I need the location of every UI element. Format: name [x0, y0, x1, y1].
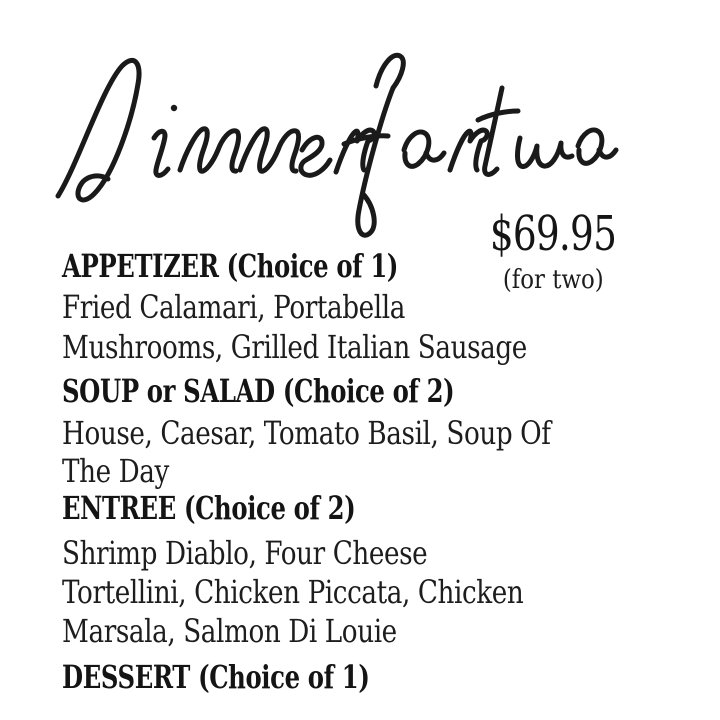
menu-items-line: Tortellini, Chicken Piccata, Chicken	[62, 573, 524, 611]
menu-items-line: The Day	[62, 452, 169, 490]
section-heading: APPETIZER (Choice of 1)	[62, 247, 399, 285]
menu-items-line: Fried Calamari, Portabella	[62, 288, 405, 326]
menu-items-line: Mushrooms, Grilled Italian Sausage	[62, 328, 527, 366]
price-note: (for two)	[502, 265, 604, 295]
menu-items-line: Shrimp Diablo, Four Cheese	[62, 534, 428, 572]
menu-items-line: Marsala, Salmon Di Louie	[62, 612, 397, 650]
section-heading: SOUP or SALAD (Choice of 2)	[62, 372, 455, 410]
menu-items-line: House, Caesar, Tomato Basil, Soup Of	[62, 414, 551, 452]
price-amount: $69.95	[489, 206, 617, 262]
section-heading: ENTREE (Choice of 2)	[62, 489, 356, 527]
section-heading: DESSERT (Choice of 1)	[62, 658, 370, 696]
